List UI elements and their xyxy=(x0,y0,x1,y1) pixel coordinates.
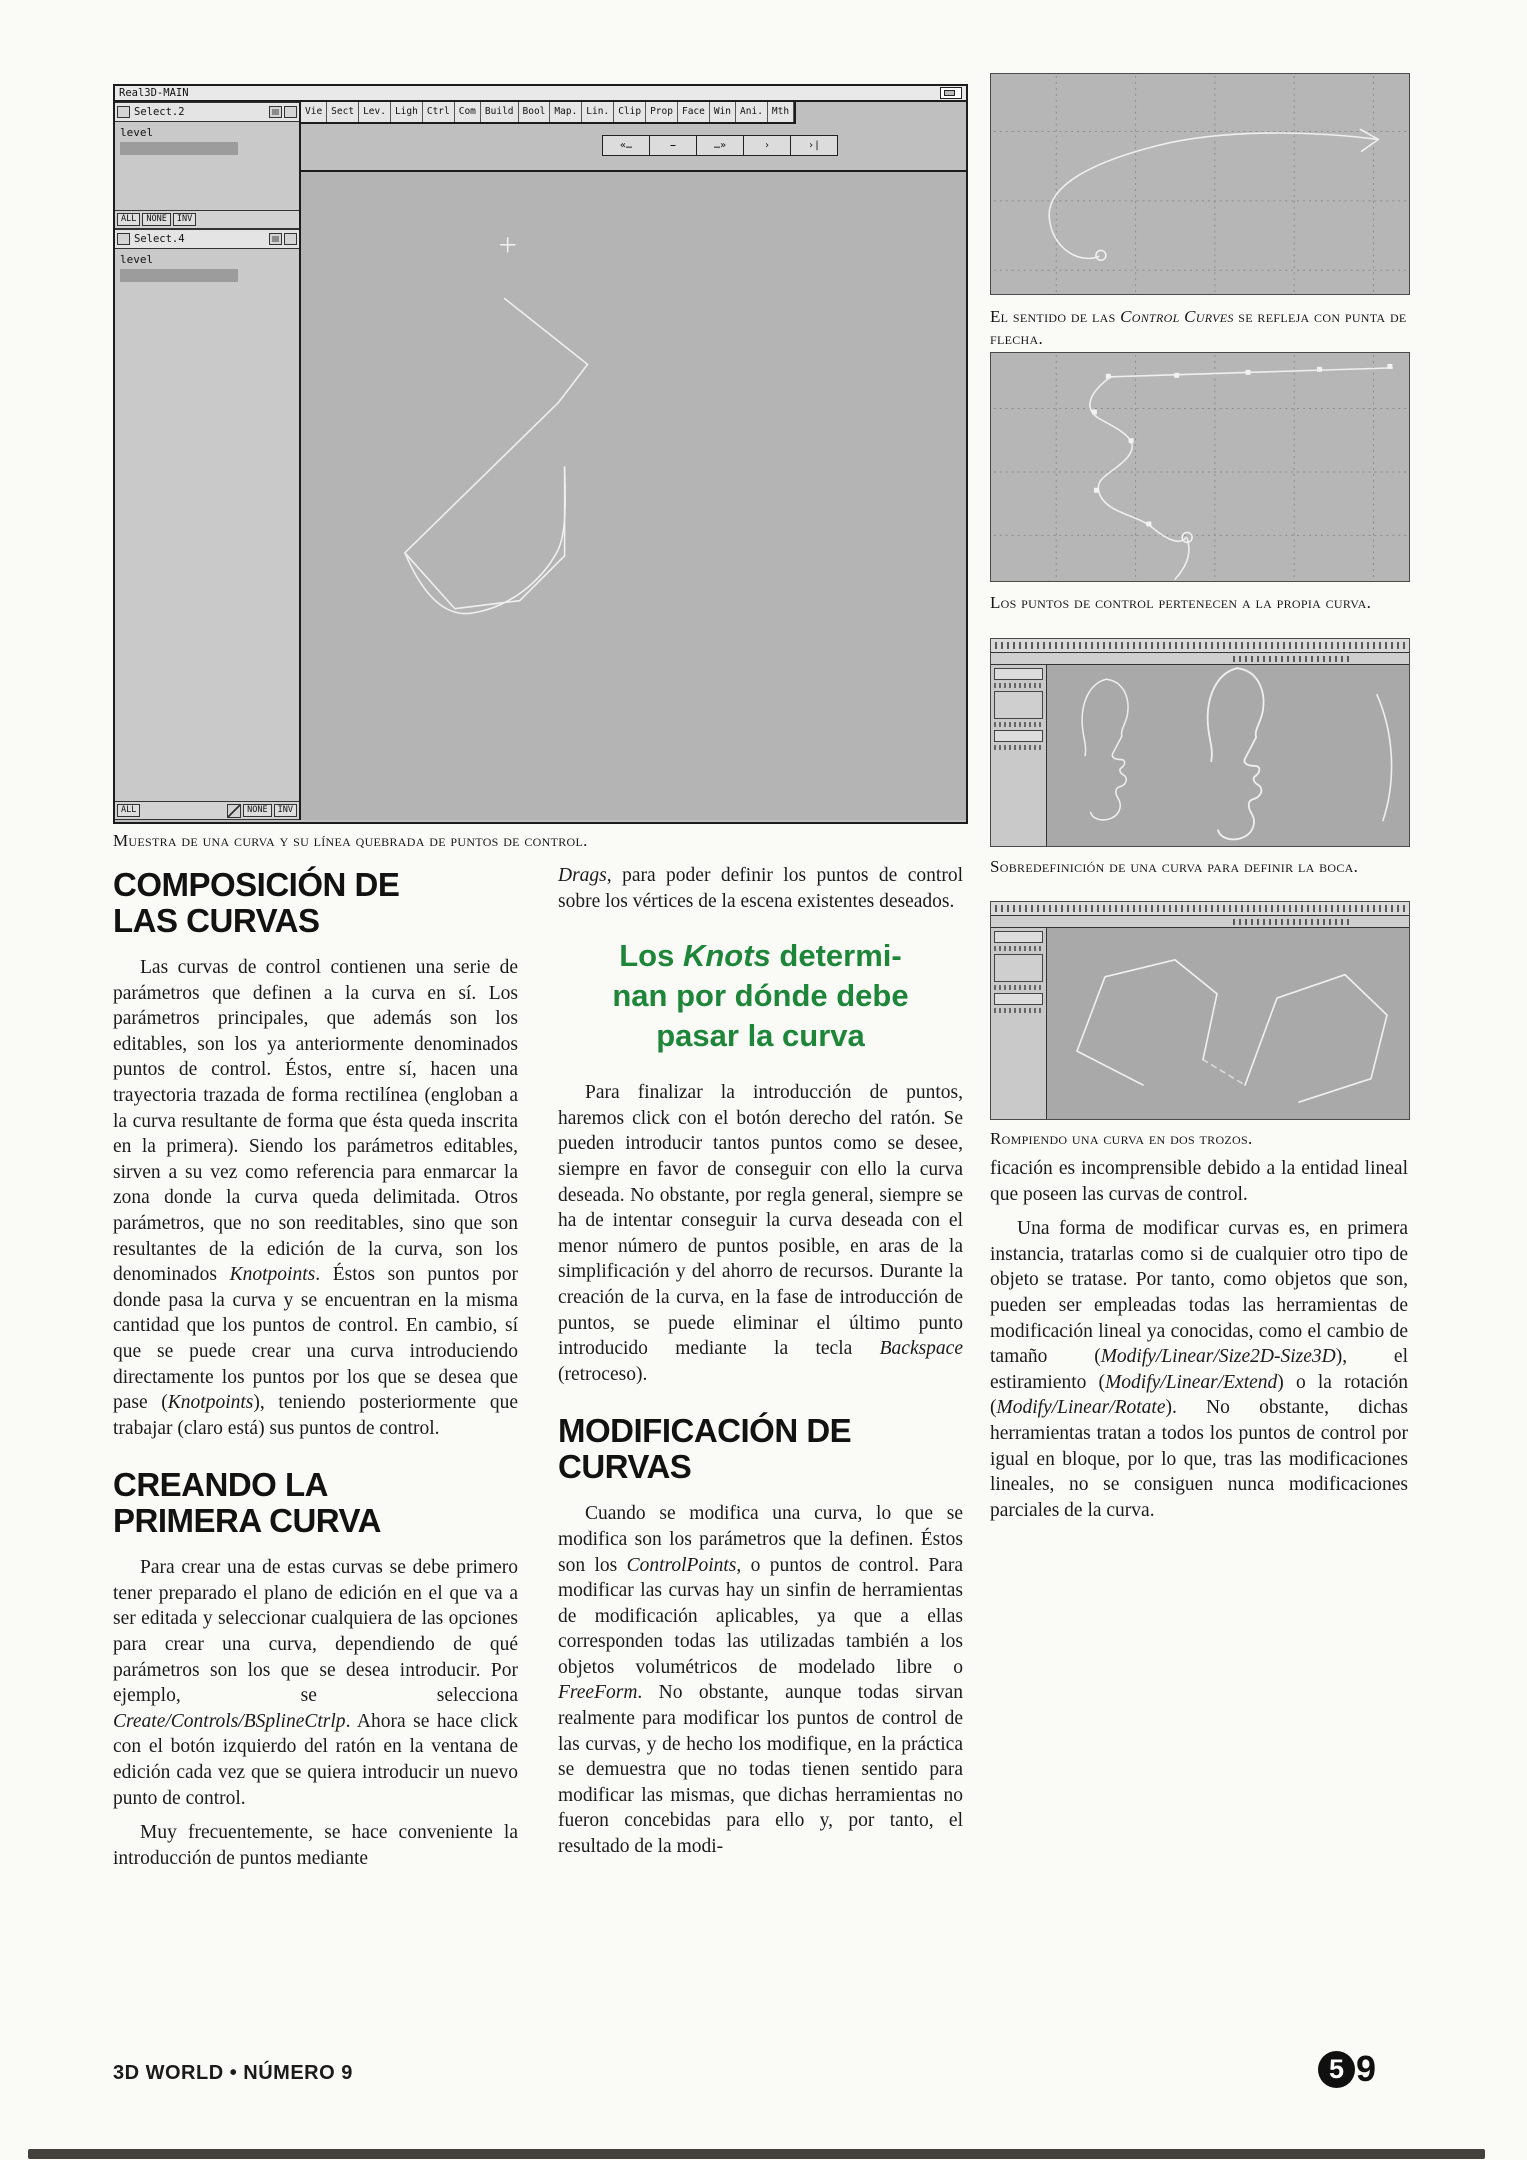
edit-viewport[interactable] xyxy=(301,172,966,820)
selected-row[interactable] xyxy=(120,142,238,155)
mini-toolbar-buttons xyxy=(1233,656,1353,662)
toolbar-strip xyxy=(301,124,966,172)
article-heading: COMPOSICIÓN DE LAS CURVAS xyxy=(113,866,400,939)
control-point-squares xyxy=(1092,364,1392,527)
text-run: pasar la curva xyxy=(656,1018,865,1054)
mini-list xyxy=(994,691,1043,719)
window-title-bar[interactable] xyxy=(115,86,966,102)
menu-item[interactable]: Build xyxy=(481,102,519,122)
curve-drawing xyxy=(301,172,966,820)
panel-button[interactable]: INV xyxy=(274,804,297,817)
editor-area xyxy=(301,102,966,820)
article-heading: CREANDO LA PRIMERA CURVA xyxy=(113,1466,381,1540)
mini-window-body xyxy=(991,928,1409,1119)
menu-item[interactable]: Ctrl xyxy=(423,102,455,122)
footer-magazine-title: 3D WORLD • NÚMERO 9 xyxy=(113,2062,353,2084)
mini-toolbar-buttons xyxy=(1233,919,1353,925)
frame-nav-button[interactable]: ⎯ xyxy=(649,135,697,156)
frame-nav-button[interactable]: › xyxy=(743,135,791,156)
frame-nav-button[interactable]: …» xyxy=(696,135,744,156)
page-edge-shadow xyxy=(28,2149,1485,2159)
text-run: Rompiendo una curva en dos trozos. xyxy=(990,1129,1253,1148)
text-run: Muy frecuentemente, se hace conveniente la introducción de puntos mediante xyxy=(113,1822,518,1869)
emphasis-text: Modify/Linear/Extend xyxy=(1105,1371,1278,1393)
menu-item[interactable]: Map. xyxy=(550,102,582,122)
window-title: Real3D-MAIN xyxy=(119,87,189,99)
panel-zoom-icon[interactable] xyxy=(269,233,282,245)
control-curve xyxy=(1049,133,1378,258)
figure-caption xyxy=(113,831,953,851)
break-gap-line xyxy=(1203,1060,1245,1085)
article-paragraph xyxy=(558,1080,963,1387)
article-heading: MODIFICACIÓN DE CURVAS xyxy=(558,1412,852,1486)
text-run: nan por dónde debe xyxy=(612,978,909,1014)
text-run: Las curvas de control contienen una serie de parámetros que definen a la curva en sí. Los parámetros principales, que además son los editables, son los ya anteriormente denominados puntos de control. Éstos, entre sí, hacen una trayectoria trazada de forma rectilínea (engloban a la curva resultante de forma que ésta queda inscrita en la primera). Siendo los parámetros editables, sirven a su vez como referencia para enmarcar la zona donde la curva queda delimitada. Otros parámetros, que no son reeditables, sino que son resultantes de la edición de la curva, son los denominados xyxy=(113,957,518,1286)
article-paragraph xyxy=(113,955,518,1441)
text-run: Los puntos de control pertenecen a la propia curva. xyxy=(990,593,1372,612)
mini-panel-text xyxy=(994,1008,1043,1013)
text-run: . Éstos son puntos por donde pasa la curva y se encuentran en la misma cantidad que los puntos de control. En cambio, sí que se puede crear una curva introduciendo directamente los puntos por los que se desea que pase ( xyxy=(113,1264,518,1414)
figure-control-points-curve xyxy=(990,352,1410,582)
panel-button[interactable]: NONE xyxy=(243,804,271,817)
emphasis-text: ControlPoints xyxy=(626,1554,737,1576)
cursor-cross-icon xyxy=(501,238,515,252)
window-body xyxy=(115,102,966,820)
panel-header-select4[interactable] xyxy=(115,229,299,249)
article-paragraph xyxy=(990,1216,1408,1523)
mini-panel-header xyxy=(994,931,1043,943)
figure-caption xyxy=(990,856,1410,878)
selection-sidebar xyxy=(115,102,301,820)
panel-button[interactable]: NONE xyxy=(142,213,170,226)
menu-item[interactable]: Ligh xyxy=(391,102,423,122)
emphasis-text: Create/Controls/BSplineCtrlp xyxy=(113,1710,346,1732)
emphasis-text: Modify/Linear/Size2D-Size3D xyxy=(1100,1346,1336,1368)
broken-curve-drawing xyxy=(1047,928,1409,1119)
mini-toolbar xyxy=(991,916,1409,928)
text-run: ), el estiramiento ( xyxy=(990,1346,1408,1393)
emphasis-text: Knots xyxy=(682,938,771,974)
menu-item[interactable]: Clip xyxy=(614,102,646,122)
menu-item[interactable]: Com xyxy=(455,102,481,122)
page-number-digit: 9 xyxy=(1356,2048,1377,2089)
level-list[interactable] xyxy=(115,249,299,801)
text-run: ) o la rotación ( xyxy=(990,1371,1408,1419)
mini-real3d-window xyxy=(991,902,1409,1119)
mini-sidebar xyxy=(991,665,1047,846)
mini-panel-text xyxy=(994,985,1043,990)
mini-menu-text xyxy=(995,642,1405,649)
mini-menu-text xyxy=(995,905,1405,912)
text-run: Una forma de modificar curvas es, en primera instancia, tratarlas como si de cualquier otro tipo de objeto se tratase. Por tanto, como objetos que son, pueden ser empleadas todas las herramientas de modificación lineal ya conocidas, como el cambio de tamaño ( xyxy=(990,1218,1408,1368)
emphasis-text: Drags xyxy=(558,865,607,886)
curve-piece-2 xyxy=(1245,975,1387,1102)
text-run: ficación es incomprensible debido a la entidad lineal que poseen las curvas de control. xyxy=(990,1158,1408,1205)
arrow-head-icon xyxy=(1361,129,1379,151)
panel-close-icon[interactable] xyxy=(117,233,130,245)
frame-nav-button[interactable]: «… xyxy=(602,135,650,156)
panel-header-select2[interactable] xyxy=(115,102,299,122)
article-paragraph xyxy=(113,1820,518,1871)
emphasis-text: Knotpoints xyxy=(229,1264,316,1286)
panel-button[interactable]: ALL xyxy=(117,804,140,817)
text-run: ). No obstante, dichas herramientas tratan a todos los puntos de control por igual en bloque, por lo que, tras las modificaciones lineales, no se consiguen nunca modificaciones parciales de la curva. xyxy=(990,1397,1408,1521)
level-item[interactable]: level xyxy=(120,253,154,266)
mini-panel-text xyxy=(994,946,1043,951)
text-run: Muestra de una curva y su línea quebrada de puntos de control. xyxy=(113,831,588,850)
mini-toolbar xyxy=(991,653,1409,665)
emphasis-text: Modify/Linear/Rotate xyxy=(996,1397,1166,1419)
mini-panel-text xyxy=(994,722,1043,727)
face-profile-drawing xyxy=(1047,665,1409,846)
article-paragraph xyxy=(558,1501,963,1859)
mini-menu-bar xyxy=(991,639,1409,653)
curve-piece-1 xyxy=(1077,960,1217,1085)
article-column-2 xyxy=(558,863,963,1869)
text-run: . Ahora se hace click con el botón izquierdo del ratón en la ventana de edición cada vez que se quiera introducir un nuevo punto de control. xyxy=(113,1710,518,1809)
menu-item[interactable]: Vie xyxy=(301,102,327,122)
menu-item[interactable]: Mth xyxy=(768,102,794,122)
text-run: Cuando se modifica una curva, lo que se modifica son los parámetros que la definen. Éstos son los xyxy=(558,1503,963,1576)
text-run: determi- xyxy=(770,938,902,974)
pull-quote xyxy=(558,936,963,1056)
control-points-drawing xyxy=(991,353,1409,581)
emphasis-text: Knotpoints xyxy=(167,1392,254,1414)
window-depth-icon[interactable] xyxy=(940,87,962,99)
mini-viewport[interactable] xyxy=(1047,665,1409,846)
resize-handle-icon[interactable] xyxy=(227,804,241,818)
menu-item[interactable]: Lev. xyxy=(359,102,391,122)
article-paragraph xyxy=(113,1555,518,1811)
menu-item[interactable]: Ani. xyxy=(736,102,768,122)
page-number-circle: 5 xyxy=(1318,2051,1355,2088)
text-run: El sentido de las xyxy=(990,307,1121,326)
level-item[interactable]: level xyxy=(120,126,154,139)
panel-button-row xyxy=(115,210,299,229)
curve-tail xyxy=(1175,538,1189,579)
panel-title: Select.4 xyxy=(134,233,185,245)
figure-broken-curve-window xyxy=(990,901,1410,1120)
panel-button-row xyxy=(115,801,299,820)
control-polyline xyxy=(405,299,588,609)
mini-panel-header xyxy=(994,730,1043,742)
text-run: Sobredefinición de una curva para definir la boca. xyxy=(990,857,1359,876)
panel-button[interactable]: INV xyxy=(173,213,196,226)
curve-with-points xyxy=(1090,368,1392,541)
page-number-badge xyxy=(1318,2048,1376,2090)
menu-item[interactable]: Win xyxy=(710,102,736,122)
figure-caption xyxy=(990,306,1410,351)
mini-panel-text xyxy=(994,745,1043,750)
figure-face-profile-window xyxy=(990,638,1410,847)
frame-nav-button[interactable]: ›| xyxy=(790,135,838,156)
bspline-curve xyxy=(405,467,565,613)
article-paragraph xyxy=(558,863,963,914)
panel-depth-icon[interactable] xyxy=(284,233,297,245)
mini-list xyxy=(994,954,1043,982)
menu-bar xyxy=(301,102,796,124)
mini-real3d-window xyxy=(991,639,1409,846)
emphasis-text: Control Curves xyxy=(1120,307,1234,326)
emphasis-text: FreeForm xyxy=(558,1682,638,1704)
selected-row[interactable] xyxy=(120,269,238,282)
menu-item[interactable]: Bool xyxy=(519,102,551,122)
text-run: , o puntos de control. Para modificar las curvas hay un sinfin de herramientas de modificación aplicables, ya que a ellas corresponden todas las utilizadas también a los objetos volumétricos de modelado libre o xyxy=(558,1554,963,1678)
panel-title: Select.2 xyxy=(134,106,185,118)
mini-menu-bar xyxy=(991,902,1409,916)
menu-item[interactable]: Sect xyxy=(327,102,359,122)
menu-item[interactable]: Face xyxy=(678,102,710,122)
panel-depth-icon[interactable] xyxy=(284,106,297,118)
figure-caption xyxy=(990,1128,1410,1150)
curve-start-point xyxy=(1096,250,1106,260)
menu-item[interactable]: Lin. xyxy=(582,102,614,122)
text-run: . No obstante, aunque todas sirvan realmente para modificar los puntos de control de las curvas, y de hecho los modifique, en la práctica se demuestra que no todas tienen sentido para modificar las mismas, que dichas herramientas no fueron concebidas para ello y, por tanto, el resultado de la modi- xyxy=(558,1682,963,1858)
mini-viewport[interactable] xyxy=(1047,928,1409,1119)
panel-close-icon[interactable] xyxy=(117,106,130,118)
text-run: , para poder definir los puntos de control sobre los vértices de la escena existentes deseados. xyxy=(558,865,963,912)
figure-caption xyxy=(990,592,1410,614)
emphasis-text: Backspace xyxy=(879,1338,963,1360)
panel-zoom-icon[interactable] xyxy=(269,106,282,118)
real3d-window xyxy=(113,84,968,824)
mini-window-body xyxy=(991,665,1409,846)
text-run: Para finalizar la introducción de puntos, haremos click con el botón derecho del ratón. Se pueden introducir tantos puntos como se desee, siempre en favor de conseguir con ello la curva deseada. No obstante, por regla general, siempre se ha de intentar conseguir la curva deseada con el menor número de puntos posible, en aras de la simplificación y del ahorro de recursos. Durante la creación de la curva, en la fase de introducción de puntos, se puede eliminar el último punto introducido mediante la tecla xyxy=(558,1082,963,1360)
article-column-3 xyxy=(990,1156,1408,1532)
mini-panel-header xyxy=(994,668,1043,680)
mini-panel-header xyxy=(994,993,1043,1005)
level-list[interactable] xyxy=(115,122,299,210)
mini-sidebar xyxy=(991,928,1047,1119)
text-run: se refleja con punta de flecha. xyxy=(990,307,1407,349)
text-run: Para crear una de estas curvas se debe primero tener preparado el plano de edición en el que va a ser editada y seleccionar cualquiera de las opciones para crear una curva, dependiendo de qué parámetros son los que se desea introducir. Por ejemplo, se selecciona xyxy=(113,1557,518,1707)
article-column-1 xyxy=(113,863,518,1880)
panel-button[interactable]: ALL xyxy=(117,213,140,226)
figure-arrow-curve xyxy=(990,73,1410,295)
text-run: Los xyxy=(619,938,683,974)
text-run: (retroceso). xyxy=(558,1363,648,1385)
article-paragraph xyxy=(990,1156,1408,1207)
text-run: ), teniendo posteriormente que trabajar (claro está) sus puntos de control. xyxy=(113,1392,518,1439)
menu-item[interactable]: Prop xyxy=(646,102,678,122)
frame-nav-toolbar xyxy=(603,135,838,156)
arrow-curve-drawing xyxy=(991,74,1409,294)
mini-panel-text xyxy=(994,683,1043,688)
